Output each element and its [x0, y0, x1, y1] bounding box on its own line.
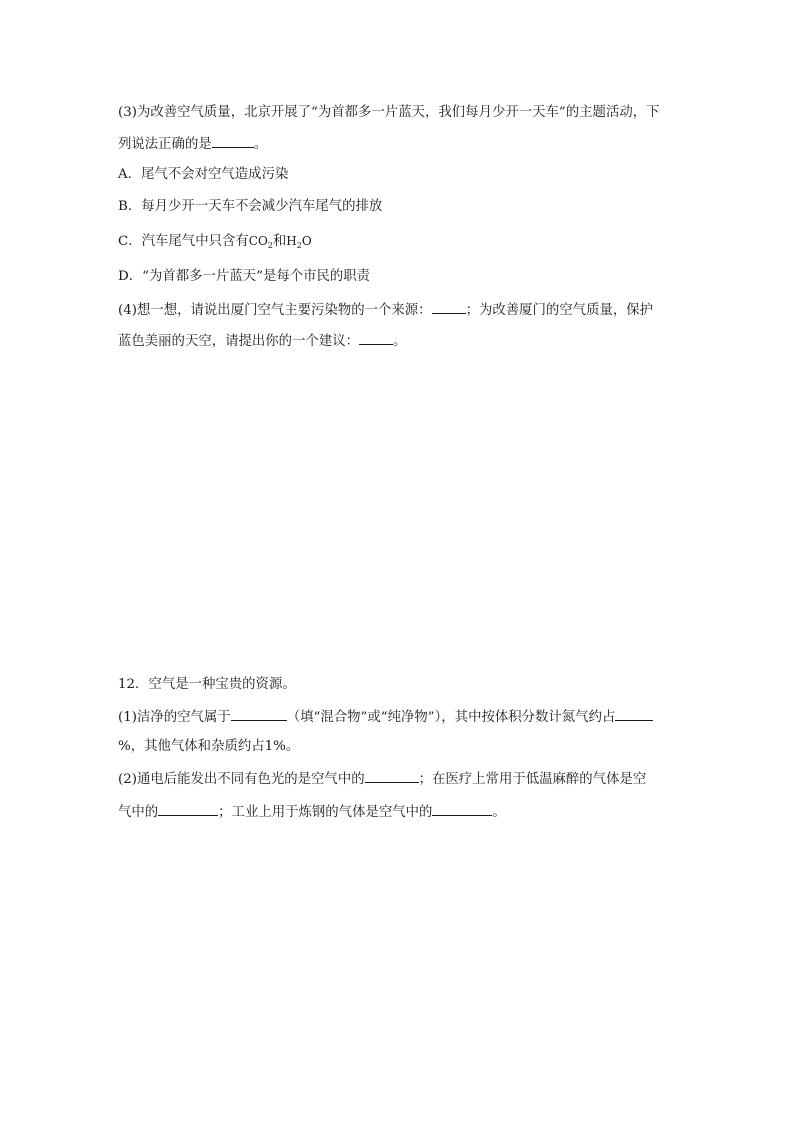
q4-text-1: (4)想一想，请说出厦门空气主要污染物的一个来源： [118, 303, 432, 318]
option-b-text: B．每月少开一天车不会减少汽车尾气的排放 [118, 199, 383, 214]
q12-title [118, 675, 296, 695]
answer-blank[interactable] [432, 299, 466, 314]
q12-p2-line2 [118, 801, 506, 821]
answer-blank[interactable] [365, 768, 419, 783]
q12-p2-line1 [118, 768, 646, 788]
answer-blank[interactable] [615, 706, 653, 721]
q12-p2-text-4: ；工业上用于炼钢的气体是空气中的 [218, 805, 433, 820]
q4-text-2: ；为改善厦门的空气质量，保护 [465, 303, 654, 318]
answer-blank[interactable] [212, 133, 254, 148]
h2o-o: O [301, 234, 312, 248]
q3-stem-line1 [118, 103, 660, 123]
q3-option-c [118, 231, 312, 251]
q3-stem-line2 [118, 133, 267, 153]
q3-stem-text-2: 列说法正确的是 [118, 137, 212, 152]
q12-p2-text-3: 气中的 [118, 805, 159, 820]
q4-text-3: 蓝色美丽的天空，请提出你的一个建议： [118, 334, 360, 349]
answer-blank[interactable] [432, 801, 492, 816]
co2-formula [249, 234, 273, 248]
option-a-text: A．尾气不会对空气造成污染 [118, 167, 289, 182]
q3-option-d [118, 267, 370, 287]
co2-base: CO [248, 234, 268, 248]
q12-p1-text-1: (1)洁净的空气属于 [118, 710, 231, 725]
answer-blank[interactable] [231, 706, 287, 721]
q3-option-b [118, 197, 382, 217]
q4-line2 [118, 330, 406, 350]
option-c-and: 和 [272, 234, 287, 249]
q12-title-text: 12．空气是一种宝贵的资源。 [118, 677, 296, 692]
h2o-subscript: 2 [296, 241, 302, 250]
q3-option-a [118, 165, 288, 185]
h2o-h: H [286, 234, 297, 248]
q12-p1-line2 [118, 737, 299, 757]
option-c-text: C．汽车尾气中只含有 [118, 234, 249, 249]
answer-blank[interactable] [359, 330, 393, 345]
answer-blank[interactable] [158, 801, 218, 816]
q12-p1-line1 [118, 706, 653, 726]
q4-line1 [118, 299, 653, 319]
q3-stem-text: (3)为改善空气质量，北京开展了“为首都多一片蓝天，我们每月少开一天车”的主题活动，下 [118, 105, 660, 120]
q3-stem-end: 。 [253, 137, 268, 152]
option-d-text: D．“为首都多一片蓝天”是每个市民的职责 [118, 269, 371, 284]
q12-p1-text-2: （填“混合物”或“纯净物”），其中按体积分数计氮气约占 [286, 710, 616, 725]
q12-p2-text-2: ；在医疗上常用于低温麻醉的气体是空 [418, 772, 647, 787]
q12-p2-text-1: (2)通电后能发出不同有色光的是空气中的 [118, 772, 365, 787]
h2o-formula [286, 234, 311, 248]
co2-subscript: 2 [267, 241, 273, 250]
q4-text-4: 。 [393, 334, 407, 349]
q12-p2-text-5: 。 [492, 805, 506, 820]
q12-p1-text-3: %，其他气体和杂质约占1%。 [118, 739, 300, 754]
